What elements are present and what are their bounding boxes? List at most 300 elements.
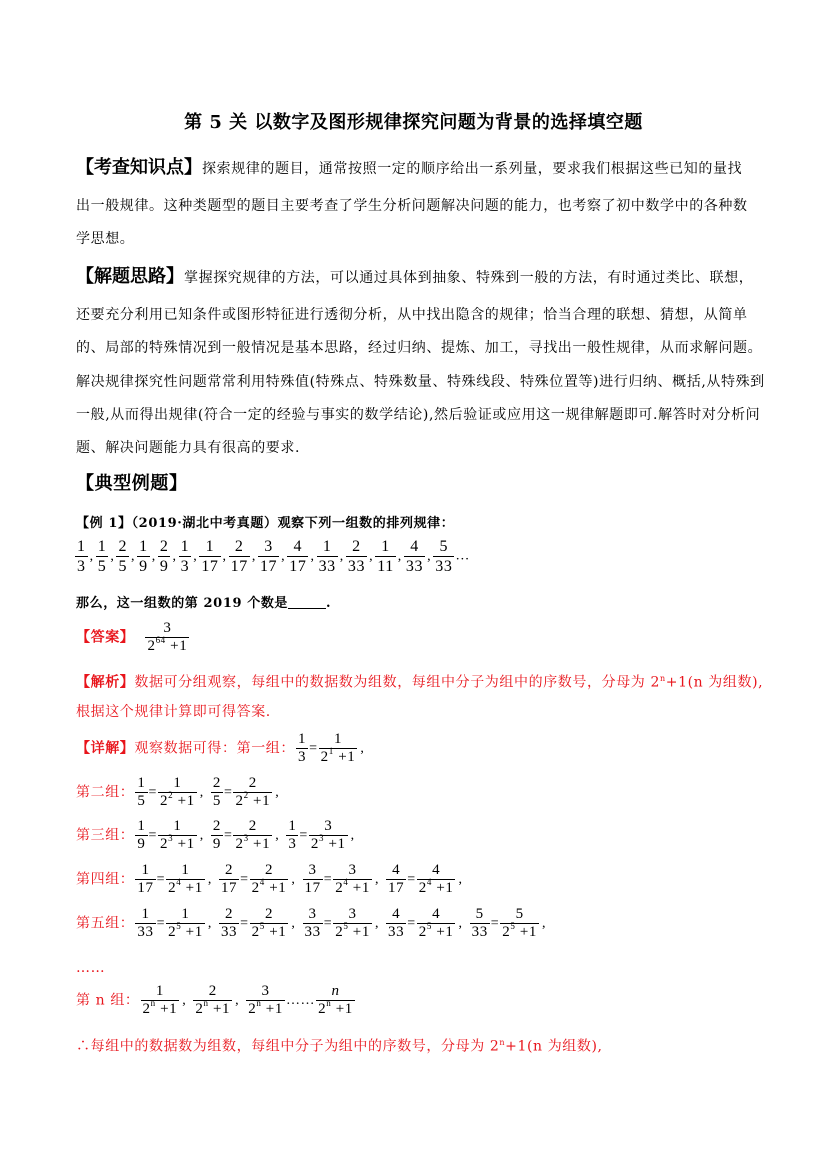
- exponent: n: [326, 998, 332, 1008]
- exponent: n: [203, 998, 209, 1008]
- den-part: 33: [220, 924, 238, 940]
- answer-blank: [288, 594, 326, 609]
- denominator: [250, 879, 289, 897]
- answer-numerator: 3: [163, 620, 172, 636]
- denominator: [375, 556, 396, 576]
- group-fraction-right: [233, 818, 272, 853]
- group-fraction-right: [333, 862, 372, 897]
- den-part: +1: [248, 836, 271, 852]
- detail-intro: 观察数据可得：第一组：: [134, 740, 296, 757]
- group-fraction-right: [158, 775, 197, 810]
- numerator: 1: [141, 862, 150, 878]
- analysis-sup: n: [659, 674, 666, 683]
- den-part: 17: [304, 880, 321, 896]
- detail-line-3: [76, 818, 766, 853]
- numerator: 4: [392, 862, 401, 878]
- numerator: 1: [173, 775, 182, 791]
- den-part: +1: [264, 924, 287, 940]
- exponent: 5: [259, 921, 265, 931]
- denominator: [417, 923, 456, 941]
- approach-text-5: 一般,从而得出规律(符合一定的经验与事实的数学结论),然后验证或应用这一规律解题即可.解答时对分析问: [76, 407, 761, 423]
- numerator: 2: [352, 538, 361, 555]
- denominator: [199, 556, 220, 576]
- exponent: 2: [243, 790, 249, 800]
- denominator: [137, 556, 150, 576]
- detail-ellipsis: ……: [76, 960, 106, 976]
- denominator: [386, 879, 406, 897]
- den-part: 33: [318, 558, 336, 575]
- analysis-text-a: 数据可分组观察，每组中的数据数为组数，每组中分子为组中的序数号，分母为 2: [134, 674, 660, 691]
- equals-sign: =: [490, 915, 500, 931]
- detail-line-n: [76, 983, 766, 1018]
- numerator: 2: [225, 862, 234, 878]
- numerator: 1: [173, 818, 182, 834]
- answer-den-rest: +1: [165, 638, 188, 654]
- comma: ,: [374, 915, 380, 931]
- denominator: [166, 923, 205, 941]
- exponent: 5: [176, 921, 182, 931]
- den-part: 3: [77, 558, 86, 575]
- numerator: 1: [298, 731, 307, 747]
- den-part: 9: [137, 836, 146, 852]
- numerator: 2: [248, 818, 257, 834]
- equals-sign: =: [407, 915, 416, 931]
- den-part: +1: [264, 880, 287, 896]
- group-n-fraction: [193, 983, 232, 1018]
- denominator: [433, 556, 454, 576]
- sequence-comma: ,: [193, 548, 198, 564]
- numerator: 2: [264, 906, 274, 922]
- numerator: 3: [308, 906, 317, 922]
- denominator: [96, 556, 109, 576]
- numerator: 2: [248, 775, 257, 791]
- group-1-fractions: [295, 731, 370, 765]
- den-part: +1: [173, 836, 195, 852]
- numerator: 3: [348, 906, 357, 922]
- den-part: +1: [261, 1001, 283, 1017]
- denominator: [319, 748, 358, 766]
- sequence-comma: ,: [131, 548, 136, 564]
- group-fraction-left: [219, 906, 239, 941]
- sequence-fraction: [229, 537, 250, 576]
- sequence-comma: ,: [222, 548, 227, 564]
- group-5-fractions: [134, 906, 552, 940]
- numerator: 4: [432, 906, 441, 922]
- group-fraction-left: [135, 775, 147, 810]
- den-part: +1: [431, 880, 454, 896]
- group-fraction-right: [333, 906, 372, 941]
- den-part: 17: [259, 558, 278, 575]
- comma: ,: [291, 871, 296, 887]
- denominator: [303, 879, 323, 897]
- denominator: [75, 556, 88, 576]
- denominator: [500, 923, 539, 941]
- den-part: +1: [181, 880, 203, 896]
- den-part: 33: [471, 924, 488, 940]
- comma: ,: [207, 871, 212, 887]
- den-part: +1: [208, 1001, 231, 1017]
- den-part: 33: [388, 924, 405, 940]
- numerator: 1: [155, 983, 164, 999]
- denominator: [158, 835, 197, 853]
- sequence-comma: ,: [281, 548, 286, 564]
- detail-line-4: [76, 862, 766, 897]
- den-part: 3: [288, 836, 297, 852]
- denominator: [470, 923, 490, 941]
- numerator: 4: [432, 862, 441, 878]
- numerator: 1: [137, 818, 146, 834]
- sequence-row: [74, 537, 764, 576]
- equals-sign: =: [407, 871, 416, 887]
- numerator: 2: [118, 538, 128, 555]
- numerator: 2: [225, 906, 234, 922]
- sequence-comma: ,: [172, 548, 177, 564]
- exponent: 5: [343, 921, 349, 931]
- denominator: [286, 835, 298, 853]
- analysis-line-1: [76, 669, 766, 693]
- numerator: 5: [475, 906, 484, 922]
- numerator: 2: [212, 775, 221, 791]
- denominator: [250, 923, 289, 941]
- group-fraction-right: [166, 906, 205, 941]
- denominator: [219, 879, 239, 897]
- group-fraction-left: [211, 818, 223, 853]
- denominator: [135, 835, 147, 853]
- examples-heading: 【典型例题】: [76, 473, 188, 494]
- den-part: 2: [168, 880, 177, 896]
- answer-denominator: [145, 637, 189, 655]
- knowledge-text-1: 探索规律的题目，通常按照一定的顺序给出一系列量，要求我们根据这些已知的量找: [202, 161, 743, 177]
- denominator: [309, 835, 348, 853]
- answer-line: [76, 620, 766, 655]
- approach-text-4: 解决规律探究性问题常常利用特殊值(特殊点、特殊数量、特殊线段、特殊位置等)进行归纳、概括,从特殊到: [76, 374, 765, 390]
- comma: ,: [374, 871, 380, 887]
- numerator: 1: [77, 538, 86, 555]
- numerator: 1: [181, 862, 190, 878]
- group-n-fractions: [140, 983, 356, 1017]
- group-n-fraction-last: [316, 983, 355, 1018]
- group-fraction-left: [386, 906, 406, 941]
- comma: ,: [275, 784, 280, 800]
- denominator: [158, 792, 197, 810]
- group-fraction-left: [219, 862, 239, 897]
- sequence-fraction: [179, 537, 192, 576]
- comma: ,: [199, 827, 204, 843]
- numerator: 2: [208, 983, 217, 999]
- denominator: [246, 1000, 285, 1018]
- sequence-fractions: [74, 538, 455, 575]
- den-part: 2: [195, 1001, 204, 1017]
- den-part: 33: [405, 558, 424, 575]
- sequence-fraction: [116, 537, 129, 576]
- group-3-fractions: [134, 818, 360, 852]
- page-title: 第 5 关 以数字及图形规律探究问题为背景的选择填空题: [184, 112, 643, 133]
- comma: ,: [199, 784, 204, 800]
- knowledge-text-2: 出一般规律。这种类题型的题目主要考查了学生分析问题解决问题的能力，也考察了初中数学中的各种数: [76, 198, 748, 214]
- numerator: 1: [97, 538, 107, 555]
- analysis-text-b: +1(n 为组数),: [665, 674, 764, 691]
- group-fraction-left: [296, 731, 308, 766]
- approach-tag: 【解题思路】: [76, 266, 184, 287]
- exponent: 4: [343, 877, 349, 887]
- den-part: 17: [289, 558, 307, 575]
- den-part: 33: [137, 924, 154, 940]
- group-fraction-right: [166, 862, 205, 897]
- den-part: +1: [431, 924, 454, 940]
- exponent: 2: [168, 790, 174, 800]
- numerator: 1: [137, 775, 146, 791]
- den-part: +1: [248, 793, 271, 809]
- numerator: 3: [348, 862, 357, 878]
- sequence-comma: ,: [310, 548, 315, 564]
- group-n-fraction: [141, 983, 180, 1018]
- numerator: 1: [139, 538, 148, 555]
- numerator: 4: [410, 538, 419, 555]
- detail-line-5: [76, 906, 766, 941]
- group-fraction-right: [500, 906, 539, 941]
- den-part: 9: [212, 836, 221, 852]
- denominator: [166, 879, 205, 897]
- conclusion-text-b: +1(n 为组数),: [505, 1038, 603, 1055]
- den-part: 33: [347, 558, 366, 575]
- group-n-dots: ……: [285, 992, 316, 1008]
- sequence-fraction: [158, 537, 171, 576]
- numerator: 5: [439, 538, 449, 555]
- den-part: 2: [168, 924, 177, 940]
- group-4-fractions: [134, 862, 468, 896]
- den-part: 2: [235, 793, 244, 809]
- den-part: 2: [160, 836, 169, 852]
- sequence-fraction: [346, 537, 367, 576]
- group-fraction-right: [417, 906, 456, 941]
- exponent: 1: [328, 746, 334, 756]
- den-part: +1: [331, 1001, 353, 1017]
- equals-sign: =: [323, 871, 333, 887]
- comma: ,: [207, 915, 212, 931]
- den-part: 2: [251, 924, 260, 940]
- numerator: 4: [392, 906, 401, 922]
- question-end: .: [326, 596, 332, 611]
- sequence-fraction: [287, 537, 308, 576]
- den-part: 2: [335, 880, 344, 896]
- group-fraction-right: [417, 862, 456, 897]
- denominator: [303, 923, 323, 941]
- numerator: 2: [264, 862, 274, 878]
- den-part: 3: [180, 558, 190, 575]
- numerator: 3: [308, 862, 317, 878]
- den-part: 2: [320, 749, 329, 765]
- den-part: 11: [377, 558, 394, 575]
- numerator: 1: [205, 538, 215, 555]
- approach-text-1: 掌握探究规律的方法，可以通过具体到抽象、特殊到一般的方法，有时通过类比、联想，: [184, 270, 754, 286]
- numerator: 2: [234, 538, 244, 555]
- group-fraction-right: [309, 818, 348, 853]
- sequence-fraction: [75, 537, 88, 576]
- knowledge-text-3: 学思想。: [76, 231, 135, 247]
- knowledge-tag: 【考查知识点】: [76, 157, 202, 178]
- group-fraction-left: [211, 775, 223, 810]
- comma: ,: [275, 827, 280, 843]
- denominator: [386, 923, 406, 941]
- approach-text-2: 还要充分利用已知条件或图形特征进行透彻分析，从中找出隐含的规律；恰当合理的联想、猜想，从简单: [76, 307, 748, 323]
- comma: ,: [360, 740, 365, 756]
- denominator: [141, 1000, 180, 1018]
- group-n-label: 第 n 组：: [76, 992, 140, 1009]
- question-text: 那么，这一组数的第 2019 个数是: [76, 596, 289, 611]
- knowledge-line-1: [76, 158, 766, 179]
- sequence-comma: ,: [397, 548, 402, 564]
- numerator: 1: [141, 906, 150, 922]
- exponent: 5: [510, 921, 516, 931]
- question-line: [76, 594, 766, 614]
- detail-line-1: [76, 731, 766, 766]
- denominator: [317, 556, 338, 576]
- answer-fraction: [145, 620, 189, 655]
- conclusion-sup: n: [499, 1038, 506, 1047]
- den-part: +1: [181, 924, 203, 940]
- group-2-fractions: [134, 775, 285, 809]
- equals-sign: =: [223, 827, 233, 843]
- den-part: 2: [160, 793, 169, 809]
- denominator: [287, 556, 308, 576]
- approach-text-6: 题、解决问题能力具有很高的要求.: [76, 440, 301, 456]
- sequence-tail: …: [455, 548, 471, 564]
- den-part: +1: [324, 836, 346, 852]
- equals-sign: =: [223, 784, 233, 800]
- sequence-comma: ,: [151, 548, 156, 564]
- den-part: 2: [318, 1001, 327, 1017]
- group-fraction-left: [135, 862, 155, 897]
- numerator: 3: [324, 818, 333, 834]
- group-5-label: 第五组：: [76, 915, 135, 932]
- equals-sign: =: [323, 915, 333, 931]
- sequence-comma: ,: [369, 548, 374, 564]
- group-fraction-left: [303, 906, 323, 941]
- group-fraction-left: [470, 906, 490, 941]
- comma: ,: [350, 827, 355, 843]
- den-part: 2: [502, 924, 511, 940]
- example-label: 【例 1】（2019·湖北中考真题）观察下列一组数的排列规律：: [76, 516, 455, 531]
- sequence-comma: ,: [339, 548, 344, 564]
- denominator: [333, 923, 372, 941]
- den-part: 17: [201, 558, 219, 575]
- den-part: 2: [418, 924, 427, 940]
- sequence-fraction: [199, 537, 220, 576]
- analysis-tag: 【解析】: [76, 674, 135, 691]
- group-fraction-left: [135, 906, 155, 941]
- den-part: 17: [220, 880, 238, 896]
- denominator: [233, 835, 272, 853]
- group-2-label: 第二组：: [76, 784, 135, 801]
- denominator: [316, 1000, 355, 1018]
- denominator: [233, 792, 272, 810]
- sequence-comma: ,: [427, 548, 432, 564]
- den-part: +1: [155, 1001, 178, 1017]
- exponent: 3: [168, 833, 174, 843]
- exponent: 4: [176, 877, 182, 887]
- denominator: [135, 792, 147, 810]
- sequence-fraction: [375, 537, 396, 576]
- numerator: 1: [180, 538, 190, 555]
- detail-line-2: [76, 775, 766, 810]
- equals-sign: =: [240, 915, 249, 931]
- equals-sign: =: [309, 740, 318, 756]
- group-fraction-right: [158, 818, 197, 853]
- den-part: 2: [335, 924, 344, 940]
- denominator: [346, 556, 367, 576]
- numerator: n: [331, 983, 340, 999]
- den-part: +1: [348, 924, 370, 940]
- detail-tag: 【详解】: [76, 740, 135, 757]
- denominator: [158, 556, 171, 576]
- den-part: +1: [333, 749, 356, 765]
- group-fraction-right: [233, 775, 272, 810]
- denominator: [229, 556, 250, 576]
- denominator: [219, 923, 239, 941]
- exponent: 5: [426, 921, 432, 931]
- numerator: 4: [293, 538, 303, 555]
- numerator: 3: [261, 983, 270, 999]
- numerator: 1: [322, 538, 332, 555]
- equals-sign: =: [148, 784, 158, 800]
- group-fraction-left: [135, 818, 147, 853]
- group-3-label: 第三组：: [76, 827, 135, 844]
- answer-den-exp: 64: [155, 635, 166, 645]
- conclusion-line: [76, 1033, 766, 1057]
- sequence-fraction: [96, 537, 109, 576]
- sequence-comma: ,: [89, 548, 94, 564]
- group-fraction-left: [386, 862, 406, 897]
- exponent: 4: [259, 877, 265, 887]
- comma: ,: [182, 992, 187, 1008]
- den-part: 17: [230, 558, 248, 575]
- group-4-label: 第四组：: [76, 871, 135, 888]
- approach-text-3: 的、局部的特殊情况到一般情况是基本思路，经过归纳、提炼、加工，寻找出一般性规律，从而求解问题。: [76, 340, 763, 356]
- den-part: 5: [97, 558, 107, 575]
- answer-den-base: 2: [147, 638, 156, 654]
- exponent: 3: [243, 833, 249, 843]
- equals-sign: =: [148, 827, 158, 843]
- numerator: 1: [333, 731, 343, 747]
- denominator: [193, 1000, 232, 1018]
- equals-sign: =: [156, 871, 166, 887]
- analysis-line-2: 根据这个规律计算即可得答案.: [76, 704, 271, 720]
- sequence-comma: ,: [110, 548, 115, 564]
- numerator: 1: [181, 906, 190, 922]
- den-part: 3: [298, 749, 307, 765]
- comma: ,: [291, 915, 296, 931]
- denominator: [404, 556, 425, 576]
- denominator: [258, 556, 279, 576]
- den-part: 5: [118, 558, 128, 575]
- group-fraction-right: [250, 906, 289, 941]
- denominator: [116, 556, 129, 576]
- comma: ,: [542, 915, 547, 931]
- exponent: 4: [426, 877, 432, 887]
- exponent: n: [150, 998, 156, 1008]
- numerator: 3: [264, 538, 273, 555]
- exponent: 3: [319, 833, 325, 843]
- conclusion-text-a: ∴每组中的数据数为组数，每组中分子为组中的序数号，分母为 2: [76, 1038, 500, 1055]
- approach-line-1: [76, 267, 766, 288]
- den-part: +1: [348, 880, 370, 896]
- equals-sign: =: [299, 827, 308, 843]
- den-part: 2: [235, 836, 244, 852]
- numerator: 5: [515, 906, 524, 922]
- denominator: [135, 879, 155, 897]
- sequence-fraction: [404, 537, 425, 576]
- sequence-comma: ,: [251, 548, 256, 564]
